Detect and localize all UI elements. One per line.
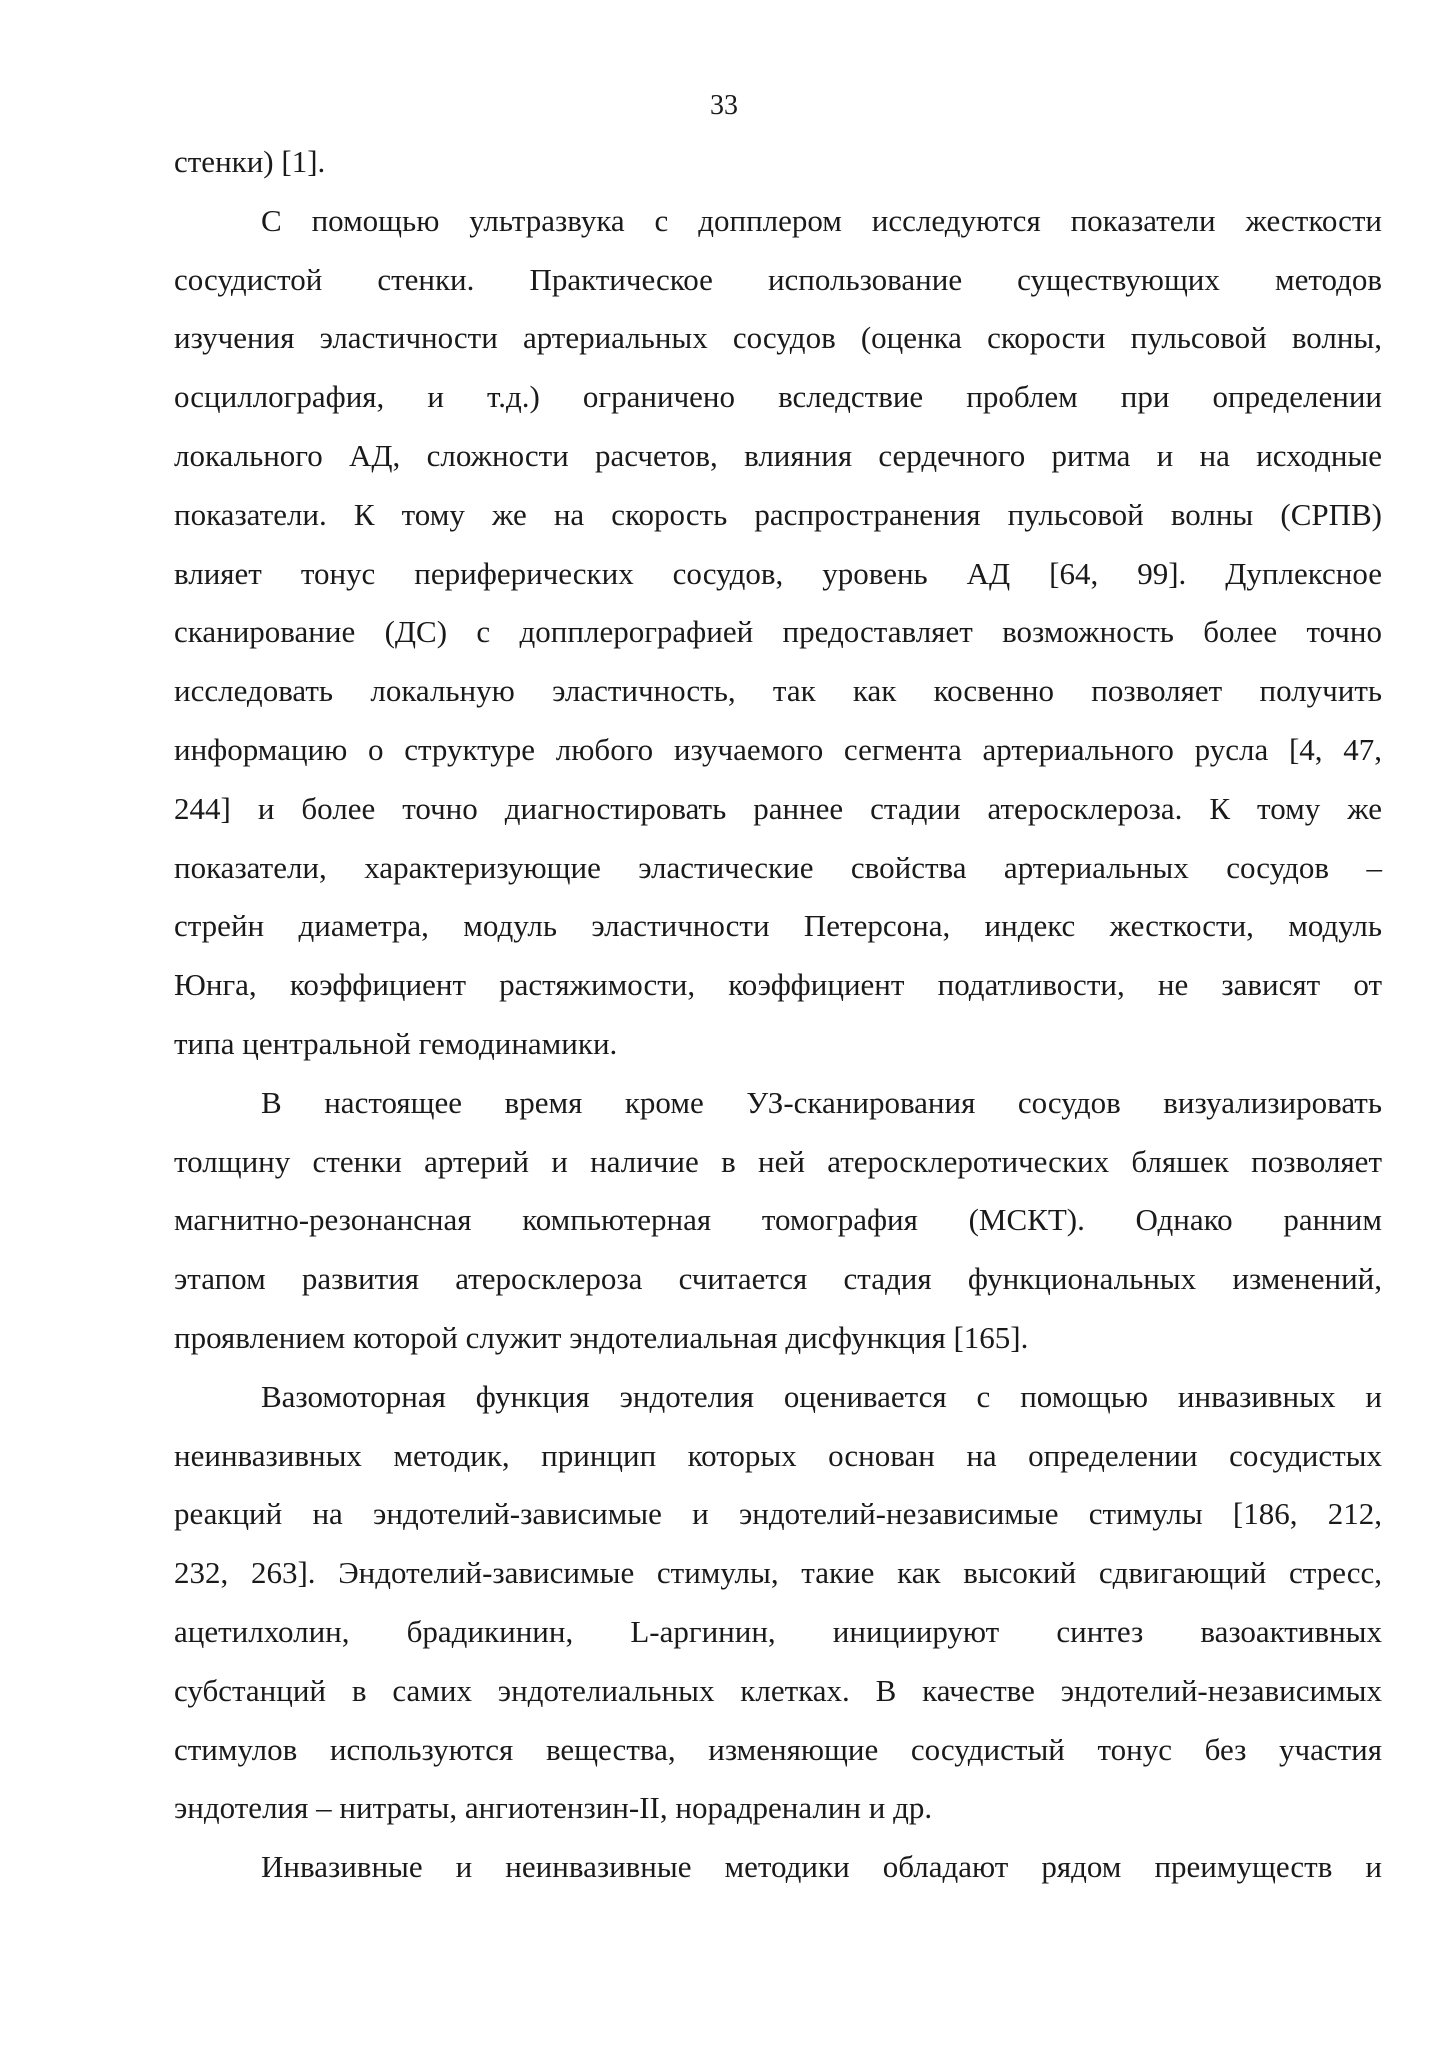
text-line: В настоящее время кроме УЗ-сканирования сосудов визуализировать (261, 1084, 1382, 1120)
body-text (174, 133, 1382, 1897)
text-line: неинвазивных методик, принцип которых основан на определении сосудистых (174, 1437, 1382, 1473)
text-line: Юнга, коэффициент растяжимости, коэффициент податливости, не зависят от (174, 967, 1382, 1003)
text-line: сосудистой стенки. Практическое использование существующих методов (174, 261, 1382, 297)
text-line: 232, 263]. Эндотелий-зависимые стимулы, такие как высокий сдвигающий стресс, (174, 1555, 1382, 1591)
text-line: проявлением которой служит эндотелиальная дисфункция [165]. (174, 1319, 1029, 1355)
text-line: исследовать локальную эластичность, так как косвенно позволяет получить (174, 673, 1382, 709)
text-line: субстанций в самих эндотелиальных клетках. В качестве эндотелий-независимых (174, 1672, 1382, 1708)
text-line: ацетилхолин, брадикинин, L-аргинин, инициируют синтез вазоактивных (174, 1613, 1382, 1649)
text-line: информацию о структуре любого изучаемого сегмента артериального русла [4, 47, (174, 731, 1382, 767)
page-number: 33 (710, 90, 738, 121)
text-line: осциллография, и т.д.) ограничено вследствие проблем при определении (174, 379, 1382, 415)
text-line: типа центральной гемодинамики. (174, 1025, 618, 1061)
text-line: влияет тонус периферических сосудов, уровень АД [64, 99]. Дуплексное (174, 555, 1382, 591)
text-line: стрейн диаметра, модуль эластичности Петерсона, индекс жесткости, модуль (174, 908, 1382, 944)
text-line: реакций на эндотелий-зависимые и эндотелий-независимые стимулы [186, 212, (174, 1496, 1382, 1532)
text-line: показатели. К тому же на скорость распространения пульсовой волны (СРПВ) (174, 496, 1382, 532)
text-line: толщину стенки артерий и наличие в ней атеросклеротических бляшек позволяет (174, 1143, 1382, 1179)
text-line: Вазомоторная функция эндотелия оценивается с помощью инвазивных и (261, 1378, 1382, 1414)
text-line: стимулов используются вещества, изменяющие сосудистый тонус без участия (174, 1731, 1382, 1767)
text-line: С помощью ультразвука с допплером исследуются показатели жесткости (261, 202, 1382, 238)
text-line: изучения эластичности артериальных сосудов (оценка скорости пульсовой волны, (174, 320, 1382, 356)
text-line: стенки) [1]. (174, 144, 326, 179)
text-line: показатели, характеризующие эластические свойства артериальных сосудов – (174, 849, 1382, 885)
text-line: магнитно-резонансная компьютерная томография (МСКТ). Однако ранним (174, 1202, 1382, 1238)
text-line: 244] и более точно диагностировать раннее стадии атеросклероза. К тому же (174, 790, 1382, 826)
text-line: сканирование (ДС) с допплерографией предоставляет возможность более точно (174, 614, 1382, 650)
text-line: эндотелия – нитраты, ангиотензин-II, норадреналин и др. (174, 1790, 933, 1826)
text-line: этапом развития атеросклероза считается стадия функциональных изменений, (174, 1261, 1382, 1297)
text-line: локального АД, сложности расчетов, влияния сердечного ритма и на исходные (174, 437, 1382, 473)
text-line: Инвазивные и неинвазивные методики обладают рядом преимуществ и (261, 1849, 1382, 1885)
